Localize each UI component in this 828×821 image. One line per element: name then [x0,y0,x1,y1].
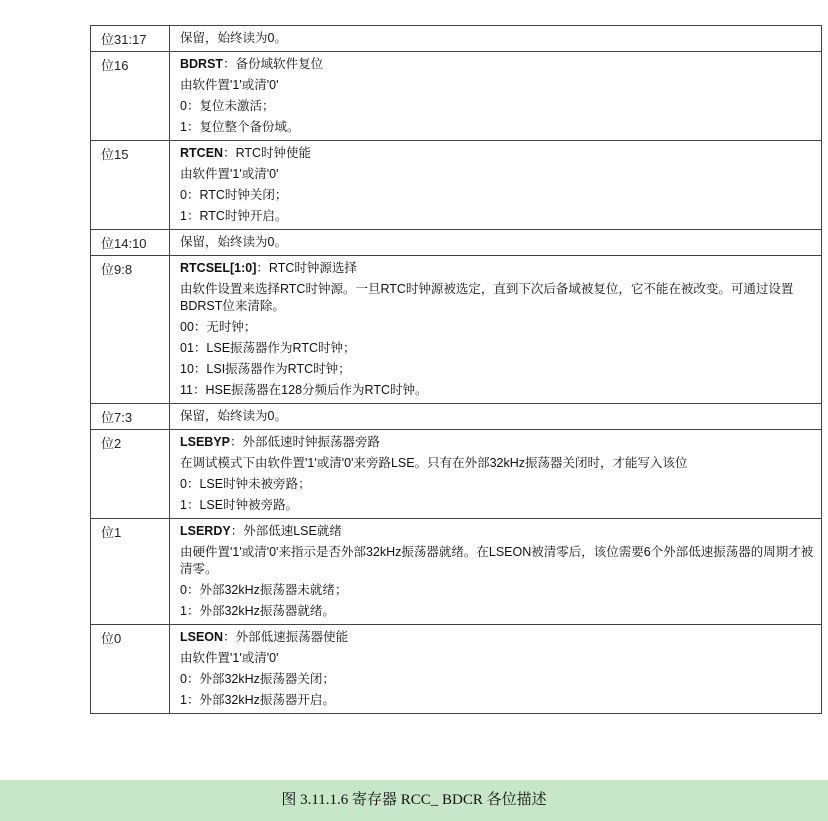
description-cell [170,26,822,52]
table-row [91,141,822,230]
field-title [180,258,815,279]
description-cell [170,519,822,625]
table-row [91,52,822,141]
field-title [180,521,815,542]
table-row [91,430,822,519]
description-line: 0：外部32kHz振荡器关闭； [180,672,335,686]
description-paragraph: 由软件设置来选择RTC时钟源。一旦RTC时钟源被选定，直到下次后备域被复位，它不能在被改变。可通过设置BDRST位来清除。 [180,282,794,313]
description-line: 由软件置'1'或清'0' [180,167,279,181]
field-name: LSEBYP [180,435,231,449]
field-name: RTCSEL[1:0] [180,261,257,275]
field-title-text: ：外部低速LSE就绪 [230,524,342,538]
field-title [180,143,815,164]
field-name: RTCEN [180,146,224,160]
description-cell [170,52,822,141]
description-line: 0：LSE时钟未被旁路； [180,477,311,491]
table-body [91,26,822,714]
field-title-text: ：外部低速振荡器使能 [223,630,349,644]
description-line: 保留，始终读为0。 [180,31,287,45]
field-name: BDRST [180,57,224,71]
bit-range-cell: 位7:3 [91,404,170,430]
description-line: 10：LSI振荡器作为RTC时钟； [180,362,351,376]
figure-caption: 图 3.11.1.6 寄存器 RCC_ BDCR 各位描述 [0,780,828,821]
bit-range-cell: 位1 [91,519,170,625]
field-title [180,432,815,453]
description-cell [170,430,822,519]
description-line: 0：外部32kHz振荡器未就绪； [180,583,348,597]
description-cell [170,625,822,714]
description-cell [170,404,822,430]
description-line: 1：外部32kHz振荡器就绪。 [180,604,335,618]
description-line: 由软件置'1'或清'0' [180,651,279,665]
description-line: 0：复位未激活； [180,99,275,113]
description-line: 1：LSE时钟被旁路。 [180,498,299,512]
description-cell [170,256,822,404]
description-line: 01：LSE振荡器作为RTC时钟； [180,341,356,355]
description-line: 00：无时钟； [180,320,257,334]
bit-range-cell: 位16 [91,52,170,141]
field-title [180,627,815,648]
description-paragraph: 由硬件置'1'或清'0'来指示是否外部32kHz振荡器就绪。在LSEON被清零后，该位需要6个外部低速振荡器的周期才被清零。 [180,545,814,576]
field-name: LSERDY [180,524,231,538]
field-title [180,54,815,75]
bit-range-cell: 位2 [91,430,170,519]
description-line: 0：RTC时钟关闭； [180,188,288,202]
bit-range-cell: 位14:10 [91,230,170,256]
bit-range-cell: 位0 [91,625,170,714]
table-row [91,625,822,714]
description-line: 1：复位整个备份域。 [180,120,300,134]
field-title-text: ：外部低速时钟振荡器旁路 [230,435,381,449]
field-title-text: ：备份域软件复位 [223,57,324,71]
field-title-text: ：RTC时钟源选择 [256,261,357,275]
description-line: 1：RTC时钟开启。 [180,209,288,223]
description-line: 11：HSE振荡器在128分频后作为RTC时钟。 [180,383,428,397]
description-cell [170,141,822,230]
field-title-text: ：RTC时钟使能 [223,146,312,160]
bit-range-cell: 位9:8 [91,256,170,404]
description-line: 在调试模式下由软件置'1'或清'0'来旁路LSE。只有在外部32kHz振荡器关闭时，才能写入该位 [180,456,688,470]
description-line: 1：外部32kHz振荡器开启。 [180,693,335,707]
table-row [91,519,822,625]
table-row [91,404,822,430]
table-row [91,256,822,404]
bit-range-cell: 位31:17 [91,26,170,52]
table-row [91,26,822,52]
register-bit-table [90,25,822,714]
bit-range-cell: 位15 [91,141,170,230]
table-row [91,230,822,256]
description-cell [170,230,822,256]
field-name: LSEON [180,630,224,644]
description-line: 保留，始终读为0。 [180,409,287,423]
description-line: 由软件置'1'或清'0' [180,78,279,92]
description-line: 保留，始终读为0。 [180,235,287,249]
